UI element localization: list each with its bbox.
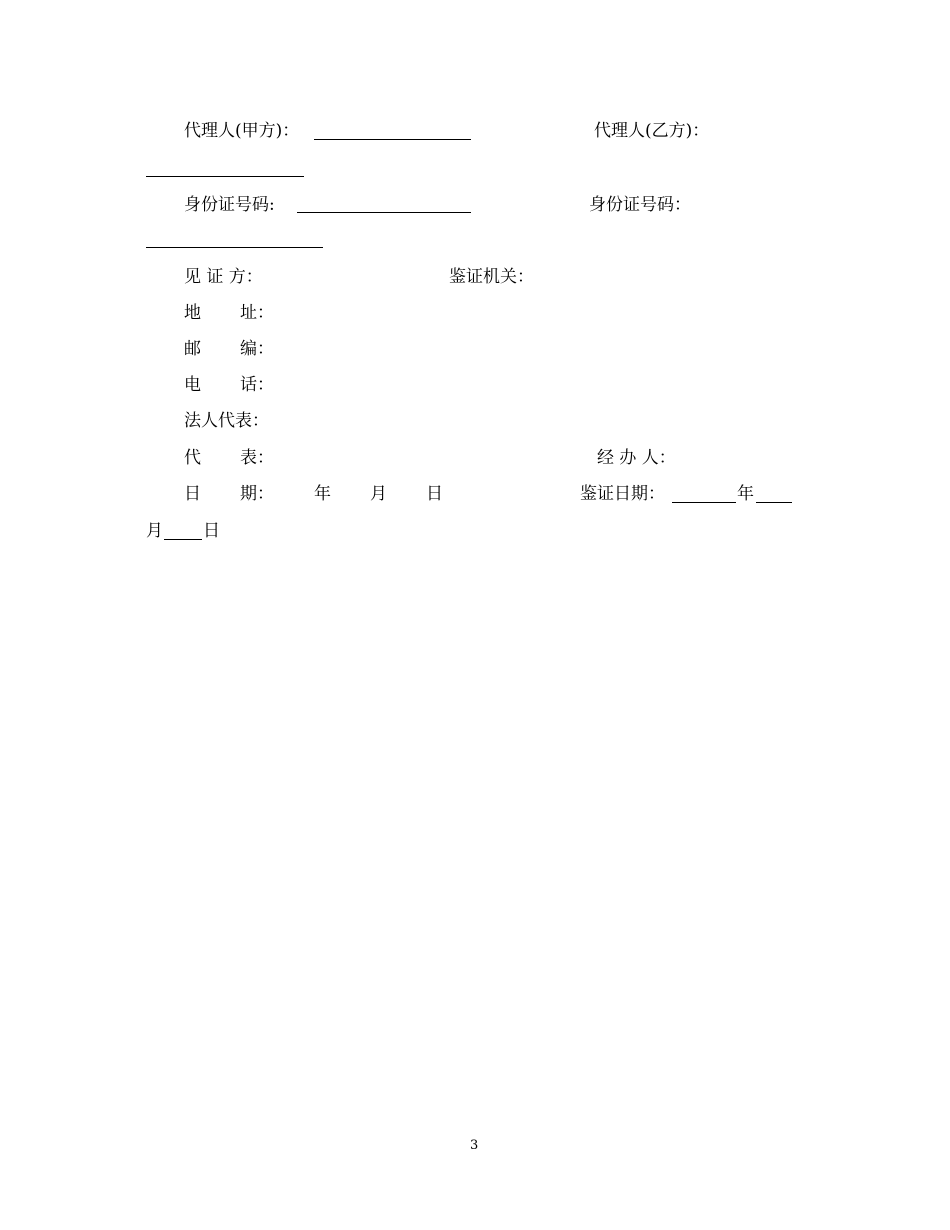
date-year-label: 年	[314, 484, 331, 504]
address-label-right: 址：	[240, 303, 274, 323]
notary-date-month-label: 月	[146, 521, 163, 541]
date-label-right: 期：	[240, 484, 274, 504]
agent-b-signature-line[interactable]	[146, 176, 304, 177]
agent-b-label: 代理人(乙方)：	[594, 121, 710, 141]
representative-label-left: 代	[184, 448, 201, 468]
phone-label-left: 电	[184, 375, 201, 395]
phone-label-right: 话：	[240, 375, 274, 395]
notary-authority-label: 鉴证机关：	[449, 267, 534, 287]
notary-date-month-line[interactable]	[756, 502, 792, 503]
representative-label-right: 表：	[240, 448, 274, 468]
notary-date-label: 鉴证日期：	[580, 484, 665, 504]
date-month-label: 月	[370, 484, 387, 504]
id-b-number-line[interactable]	[146, 247, 323, 248]
notary-date-year-line[interactable]	[672, 502, 736, 503]
agent-a-label: 代理人(甲方)：	[184, 121, 300, 141]
address-label-left: 地	[184, 303, 201, 323]
id-b-label: 身份证号码：	[589, 195, 691, 215]
notary-date-day-line[interactable]	[164, 539, 202, 540]
witness-label: 见 证 方：	[184, 267, 263, 287]
id-a-number-line[interactable]	[297, 212, 471, 213]
legal-representative-label: 法人代表：	[184, 411, 269, 431]
page-number: 3	[470, 1138, 479, 1153]
notary-date-year-label: 年	[737, 484, 754, 504]
notary-date-day-label: 日	[203, 521, 220, 541]
id-a-label: 身份证号码:	[184, 195, 275, 215]
agent-a-signature-line[interactable]	[314, 139, 471, 140]
handler-label: 经 办 人：	[597, 448, 676, 468]
date-day-label: 日	[426, 484, 443, 504]
postcode-label-left: 邮	[184, 339, 201, 359]
date-label-left: 日	[184, 484, 201, 504]
postcode-label-right: 编：	[240, 339, 274, 359]
